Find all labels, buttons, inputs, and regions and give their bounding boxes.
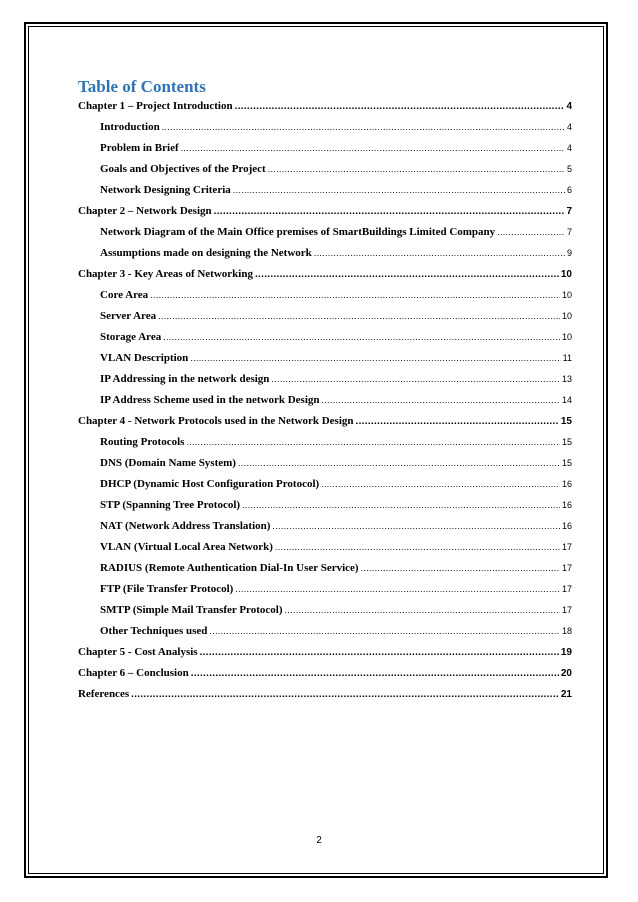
toc-entry-page: 5 [566, 164, 572, 174]
toc-entry-page: 17 [561, 542, 572, 552]
toc-section-entry[interactable] [78, 600, 572, 621]
toc-dot-leader [321, 474, 560, 495]
toc-section-entry[interactable] [78, 159, 572, 180]
toc-section-entry[interactable] [78, 621, 572, 642]
toc-section-entry[interactable] [78, 285, 572, 306]
toc-entry-page: 16 [561, 479, 572, 489]
toc-entry-page: 4 [566, 122, 572, 132]
toc-entry-page: 10 [561, 290, 572, 300]
toc-chapter-entry[interactable] [78, 642, 572, 663]
toc-entry-page: 14 [561, 395, 572, 405]
toc-entry-label: STP (Spanning Tree Protocol) [100, 499, 241, 511]
toc-dot-leader [186, 432, 560, 453]
toc-entry-label: Chapter 3 - Key Areas of Networking [78, 268, 253, 280]
toc-dot-leader [214, 201, 565, 222]
toc-dot-leader [275, 537, 560, 558]
toc-entry-label: DNS (Domain Name System) [100, 457, 236, 469]
toc-dot-leader [497, 222, 565, 243]
toc-entry-label: Chapter 5 - Cost Analysis [78, 646, 198, 658]
toc-dot-leader [235, 96, 565, 117]
toc-entry-page: 15 [560, 416, 572, 427]
toc-entry-label: Introduction [100, 121, 160, 133]
toc-entry-page: 11 [562, 353, 572, 363]
toc-dot-leader [322, 390, 560, 411]
toc-entry-label: Routing Protocols [100, 436, 185, 448]
toc-entry-page: 21 [560, 689, 572, 700]
toc-dot-leader [235, 579, 560, 600]
toc-entry-page: 18 [561, 626, 572, 636]
toc-dot-leader [131, 684, 559, 705]
toc-dot-leader [163, 327, 560, 348]
toc-entry-page: 15 [561, 437, 572, 447]
toc-entry-page: 20 [560, 668, 572, 679]
toc-dot-leader [190, 348, 560, 369]
toc-section-entry[interactable] [78, 243, 572, 264]
toc-entry-label: Core Area [100, 289, 149, 301]
toc-entry-label: Assumptions made on designing the Network [100, 247, 312, 259]
toc-entry-label: Network Designing Criteria [100, 184, 231, 196]
toc-section-entry[interactable] [78, 348, 572, 369]
toc-section-entry[interactable] [78, 516, 572, 537]
toc-entry-label: Problem in Brief [100, 142, 179, 154]
toc-entry-label: VLAN Description [100, 352, 189, 364]
toc-list [78, 96, 572, 705]
toc-section-entry[interactable] [78, 558, 572, 579]
toc-dot-leader [356, 411, 559, 432]
toc-section-entry[interactable] [78, 579, 572, 600]
toc-dot-leader [162, 117, 565, 138]
toc-entry-page: 10 [561, 311, 572, 321]
toc-entry-label: SMTP (Simple Mail Transfer Protocol) [100, 604, 283, 616]
toc-dot-leader [191, 663, 559, 684]
toc-dot-leader [314, 243, 565, 264]
toc-section-entry[interactable] [78, 306, 572, 327]
toc-entry-label: VLAN (Virtual Local Area Network) [100, 541, 273, 553]
toc-section-entry[interactable] [78, 474, 572, 495]
toc-entry-label: Chapter 4 - Network Protocols used in the Network Design [78, 415, 354, 427]
toc-dot-leader [242, 495, 560, 516]
toc-entry-page: 17 [561, 605, 572, 615]
toc-section-entry[interactable] [78, 453, 572, 474]
toc-section-entry[interactable] [78, 180, 572, 201]
toc-dot-leader [238, 453, 560, 474]
toc-entry-label: Chapter 6 – Conclusion [78, 667, 189, 679]
toc-entry-label: Chapter 2 – Network Design [78, 205, 212, 217]
toc-dot-leader [233, 180, 565, 201]
toc-entry-label: IP Addressing in the network design [100, 373, 270, 385]
toc-chapter-entry[interactable] [78, 684, 572, 705]
toc-dot-leader [272, 516, 560, 537]
toc-entry-page: 13 [561, 374, 572, 384]
toc-dot-leader [200, 642, 559, 663]
toc-entry-page: 10 [561, 332, 572, 342]
toc-entry-page: 7 [566, 227, 572, 237]
toc-dot-leader [158, 306, 560, 327]
toc-chapter-entry[interactable] [78, 411, 572, 432]
toc-section-entry[interactable] [78, 117, 572, 138]
toc-entry-label: References [78, 688, 130, 700]
toc-dot-leader [268, 159, 565, 180]
toc-entry-label: Storage Area [100, 331, 162, 343]
toc-entry-label: Other Techniques used [100, 625, 208, 637]
toc-entry-label: IP Address Scheme used in the network Design [100, 394, 320, 406]
toc-chapter-entry[interactable] [78, 96, 572, 117]
toc-section-entry[interactable] [78, 222, 572, 243]
toc-entry-page: 16 [561, 500, 572, 510]
toc-entry-label: Chapter 1 – Project Introduction [78, 100, 233, 112]
toc-entry-label: Goals and Objectives of the Project [100, 163, 266, 175]
toc-section-entry[interactable] [78, 369, 572, 390]
toc-section-entry[interactable] [78, 495, 572, 516]
toc-entry-label: Server Area [100, 310, 157, 322]
toc-entry-page: 15 [561, 458, 572, 468]
toc-chapter-entry[interactable] [78, 663, 572, 684]
toc-dot-leader [150, 285, 560, 306]
toc-entry-label: FTP (File Transfer Protocol) [100, 583, 234, 595]
toc-entry-label: Network Diagram of the Main Office premises of SmartBuildings Limited Company [100, 226, 496, 238]
toc-dot-leader [361, 558, 560, 579]
toc-dot-leader [271, 369, 560, 390]
toc-section-entry[interactable] [78, 327, 572, 348]
toc-section-entry[interactable] [78, 432, 572, 453]
toc-entry-label: RADIUS (Remote Authentication Dial-In User Service) [100, 562, 359, 574]
toc-entry-page: 10 [560, 269, 572, 280]
toc-entry-page: 6 [566, 185, 572, 195]
toc-entry-page: 17 [561, 563, 572, 573]
toc-section-entry[interactable] [78, 390, 572, 411]
toc-chapter-entry[interactable] [78, 201, 572, 222]
toc-dot-leader [285, 600, 560, 621]
toc-entry-label: DHCP (Dynamic Host Configuration Protocol) [100, 478, 320, 490]
toc-section-entry[interactable] [78, 537, 572, 558]
toc-entry-page: 4 [566, 101, 572, 112]
toc-entry-label: NAT (Network Address Translation) [100, 520, 271, 532]
toc-entry-page: 9 [566, 248, 572, 258]
page-number: 2 [316, 835, 322, 846]
toc-entry-page: 19 [560, 647, 572, 658]
toc-dot-leader [255, 264, 559, 285]
toc-entry-page: 17 [561, 584, 572, 594]
toc-entry-page: 4 [566, 143, 572, 153]
toc-chapter-entry[interactable] [78, 264, 572, 285]
toc-dot-leader [209, 621, 560, 642]
toc-entry-page: 7 [566, 206, 572, 217]
toc-entry-page: 16 [561, 521, 572, 531]
toc-section-entry[interactable] [78, 138, 572, 159]
toc-dot-leader [181, 138, 565, 159]
toc-title: Table of Contents [78, 77, 206, 96]
